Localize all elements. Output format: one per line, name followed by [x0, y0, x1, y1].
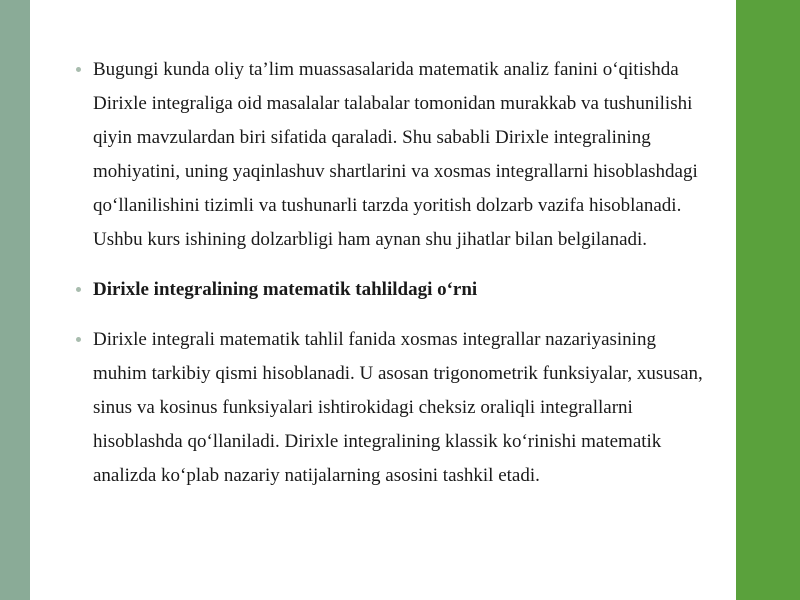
bullet-dot-icon: [76, 67, 81, 72]
bullet-item-role: [74, 323, 714, 493]
bullet-dot-icon: [76, 337, 81, 342]
bullet-text: Bugungi kunda oliy ta’lim muassasalarida matematik analiz fanini o‘qitishda Dirixle integraliga oid masalalar talabalar tomonidan murakkab va tushunilishi qiyin mavzulardan biri sifatida qaraladi. Shu sababli Dirixle integralining mohiyatini, uning yaqinlashuv shartlarini va xosmas integrallarni hisoblashdagi qo‘llanilishini tizimli va tushunarli tarzda yoritish dolzarb vazifa hisoblanadi. Ushbu kurs ishining dolzarbligi ham aynan shu jihatlar bilan belgilanadi.: [93, 59, 698, 250]
right-accent-bar: [736, 0, 800, 600]
bullet-item-relevance: [74, 53, 714, 257]
slide-content: [74, 53, 714, 509]
section-heading: Dirixle integralining matematik tahlildagi o‘rni: [93, 279, 478, 300]
bullet-text: Dirixle integrali matematik tahlil fanida xosmas integrallar nazariyasining muhim tarkibiy qismi hisoblanadi. U asosan trigonometrik funksiyalar, xususan, sinus va kosinus funksiyalari ishtirokidagi cheksiz oraliqli integrallarni hisoblashda qo‘llaniladi. Dirixle integralining klassik ko‘rinishi matematik analizda ko‘plab nazariy natijalarning asosini tashkil etadi.: [93, 329, 703, 486]
bullet-item-heading: [74, 273, 714, 307]
left-accent-bar: [0, 0, 30, 600]
bullet-dot-icon: [76, 287, 81, 292]
